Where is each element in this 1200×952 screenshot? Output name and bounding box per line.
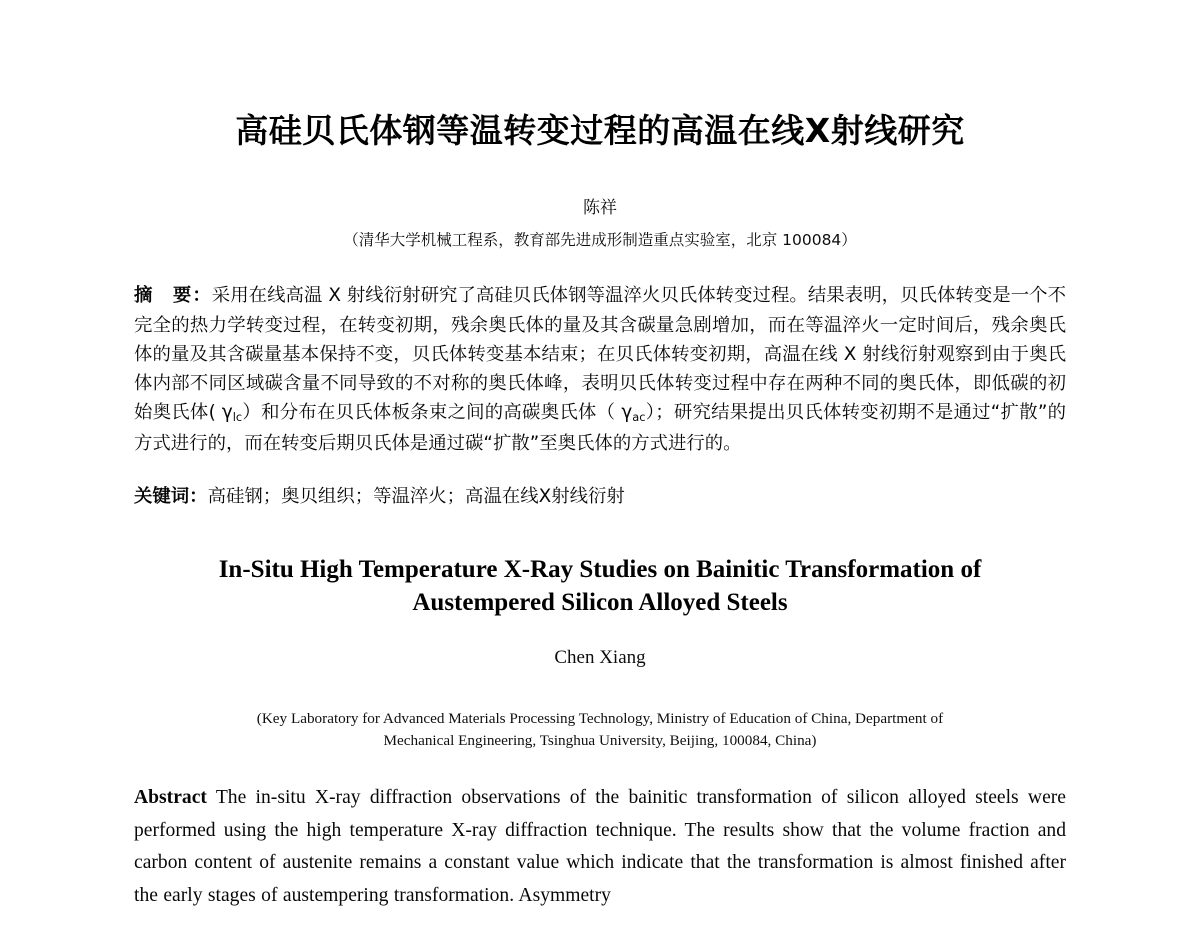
chinese-abstract-body-part2: ）和分布在贝氏体板条束之间的高碳奥氏体（ γ — [242, 402, 633, 424]
chinese-abstract-subscript-lc: lc — [232, 410, 243, 425]
english-affiliation-line-1: (Key Laboratory for Advanced Materials Processing Technology, Ministry of Education of China, Department of — [256, 710, 944, 728]
english-abstract-label: Abstract — [134, 787, 207, 809]
chinese-author: 陈祥 — [583, 197, 617, 218]
english-affiliation — [134, 708, 1066, 752]
english-abstract — [134, 782, 1066, 912]
chinese-keywords — [134, 482, 1066, 511]
english-author: Chen Xiang — [554, 646, 646, 668]
english-affiliation-line-2: Mechanical Engineering, Tsinghua University, Beijing, 100084, China) — [383, 732, 817, 750]
chinese-abstract-label: 摘 要： — [134, 285, 212, 307]
english-title-line-1: In-Situ High Temperature X-Ray Studies on Bainitic Transformation of — [218, 555, 982, 583]
chinese-abstract-body-part1: 采用在线高温 X 射线衍射研究了高硅贝氏体钢等温淬火贝氏体转变过程。结果表明，贝氏体转变是一个不完全的热力学转变过程，在转变初期，残余奥氏体的量及其含碳量急剧增加，而在等温淬火一定时间后，残余奥氏体的量及其含碳量基本保持不变，贝氏体转变基本结束；在贝氏体转变初期，高温在线 X 射线衍射观察到由于奥氏体内部不同区域碳含量不同导致的不对称的奥氏体峰，表明贝氏体转变过程中存在两种不同的奥氏体，即低碳的初始奥氏体( γ — [134, 285, 1066, 424]
chinese-abstract — [134, 281, 1066, 458]
chinese-keywords-body: 高硅钢；奥贝组织；等温淬火；高温在线X射线衍射 — [207, 485, 625, 507]
page-content — [134, 0, 1066, 932]
chinese-abstract-body-part3: ）；研究结果提出贝氏体转变初期不是通过“扩散”的方式进行的，而在转变后期贝氏体是通过碳“扩散”至奥氏体的方式进行的。 — [134, 402, 1067, 455]
chinese-title: 高硅贝氏体钢等温转变过程的高温在线X射线研究 — [235, 111, 965, 150]
english-abstract-body: The in-situ X-ray diffraction observations of the bainitic transformation of silicon alloyed steels were performed using the high temperature X-ray diffraction technique. The results show that the volume fraction and carbon content of austenite remains a constant value which indicate that the transformation is almost finished after the early stages of austempering transformation. Asymmetry — [134, 787, 1066, 906]
english-title-line-2: Austempered Silicon Alloyed Steels — [412, 588, 788, 616]
chinese-abstract-subscript-ac: ac — [632, 410, 646, 425]
english-title — [134, 553, 1066, 619]
chinese-affiliation: （清华大学机械工程系，教育部先进成形制造重点实验室，北京 100084） — [343, 230, 857, 249]
chinese-keywords-label: 关键词： — [134, 485, 208, 507]
